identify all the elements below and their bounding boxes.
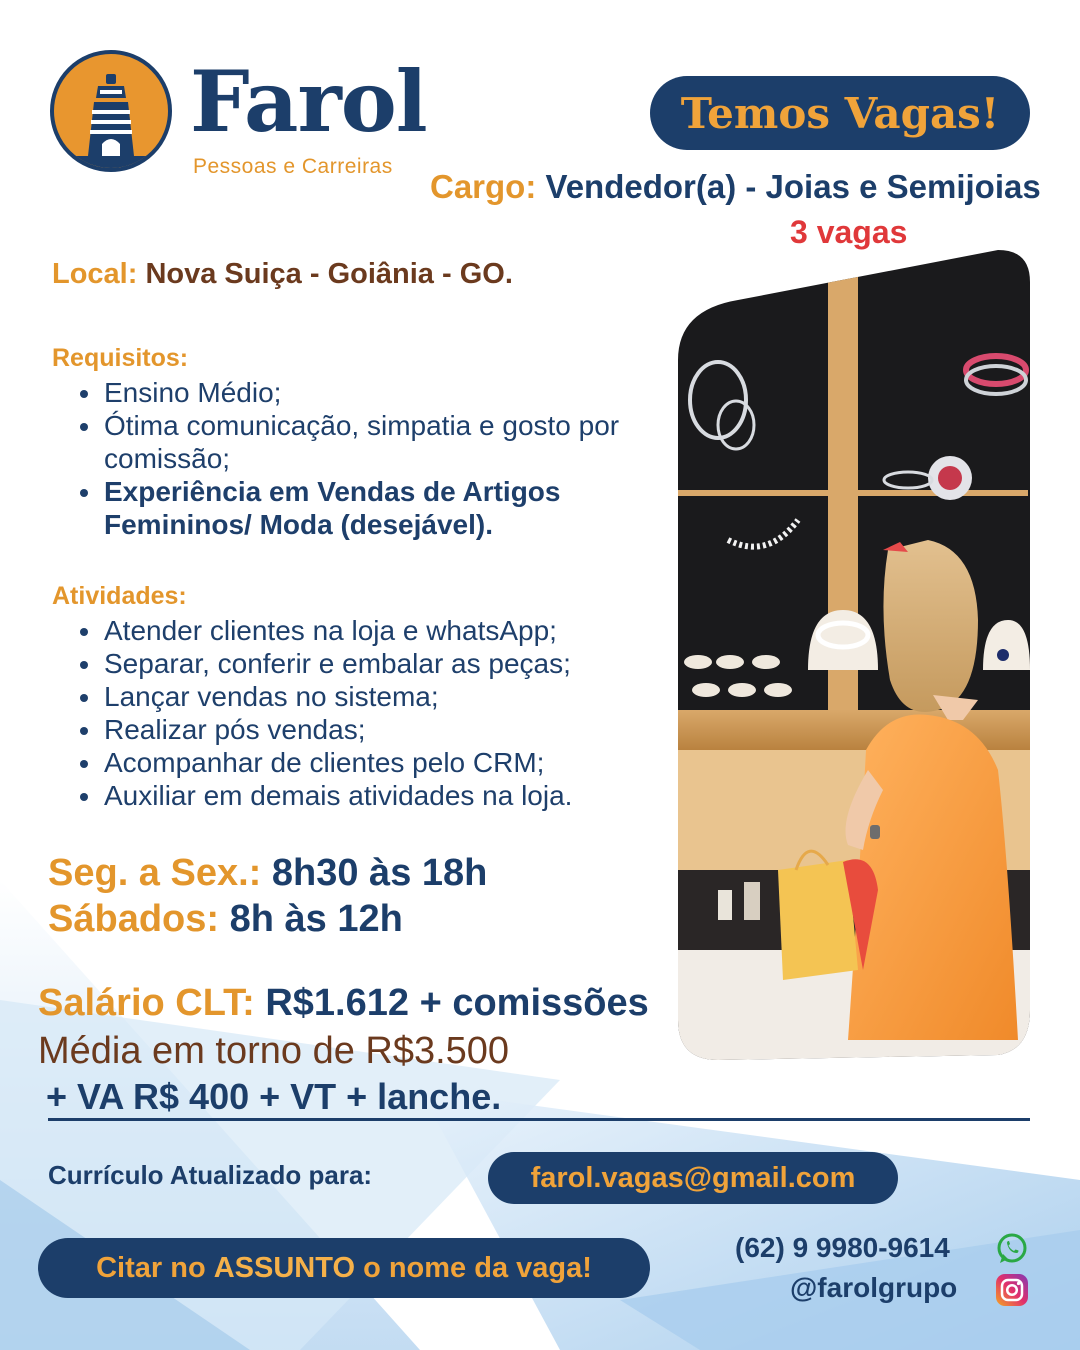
salary-value: R$1.612 + comissões <box>254 982 649 1024</box>
hiring-badge-text: Temos Vagas! <box>680 88 1000 138</box>
divider <box>48 1118 1030 1121</box>
list-item: Ótima comunicação, simpatia e gosto por comissão; <box>78 409 638 475</box>
email-link[interactable]: farol.vagas@gmail.com <box>488 1152 898 1204</box>
location-label: Local: <box>52 258 138 290</box>
hiring-badge <box>650 76 1030 150</box>
list-item: Auxiliar em demais atividades na loja. <box>78 779 658 812</box>
instagram-handle[interactable]: @farolgrupo <box>790 1272 958 1303</box>
salary <box>38 982 649 1025</box>
job-title <box>430 168 1041 206</box>
subject-note <box>38 1238 650 1298</box>
activities-title: Atividades: <box>52 582 187 610</box>
subject-note-post: o nome da vaga! <box>363 1251 592 1284</box>
list-item: Ensino Médio; <box>78 376 638 409</box>
saturday-hours-label: Sábados: <box>48 898 220 940</box>
average-earnings: Média em torno de R$3.500 <box>38 1030 510 1072</box>
saturday-hours <box>48 898 403 941</box>
job-title-label: Cargo: <box>430 168 537 205</box>
resume-label: Currículo Atualizado para: <box>48 1160 373 1190</box>
job-title-value: Vendedor(a) - Joias e Semijoias <box>536 168 1041 205</box>
logo-badge <box>50 50 172 172</box>
openings-count: 3 vagas <box>790 214 908 250</box>
weekday-hours <box>48 852 487 895</box>
location <box>52 258 513 291</box>
list-item: Lançar vendas no sistema; <box>78 680 658 713</box>
instagram-icon[interactable] <box>995 1273 1029 1307</box>
location-value: Nova Suiça - Goiânia - GO. <box>137 258 513 290</box>
salary-label: Salário CLT: <box>38 982 255 1024</box>
weekday-hours-value: 8h30 às 18h <box>261 852 488 894</box>
requirements-list <box>78 376 638 541</box>
brand-tagline: Pessoas e Carreiras <box>193 155 393 178</box>
subject-note-strong: ASSUNTO <box>213 1251 355 1284</box>
requirements-title: Requisitos: <box>52 344 189 372</box>
brand-name: Farol <box>190 52 427 151</box>
list-item: Experiência em Vendas de Artigos Femininos/ Moda (desejável). <box>78 475 638 541</box>
list-item: Acompanhar de clientes pelo CRM; <box>78 746 658 779</box>
list-item: Realizar pós vendas; <box>78 713 658 746</box>
subject-note-pre: Citar no <box>96 1251 206 1284</box>
lighthouse-icon <box>54 54 168 168</box>
activities-list <box>78 614 658 812</box>
saturday-hours-value: 8h às 12h <box>219 898 403 940</box>
jewelry-store-photo <box>678 250 1030 1060</box>
weekday-hours-label: Seg. a Sex.: <box>48 852 262 894</box>
list-item: Atender clientes na loja e whatsApp; <box>78 614 658 647</box>
phone-number[interactable]: (62) 9 9980-9614 <box>735 1232 950 1263</box>
list-item: Separar, conferir e embalar as peças; <box>78 647 658 680</box>
benefits: + VA R$ 400 + VT + lanche. <box>46 1076 502 1117</box>
whatsapp-icon[interactable] <box>995 1232 1029 1266</box>
